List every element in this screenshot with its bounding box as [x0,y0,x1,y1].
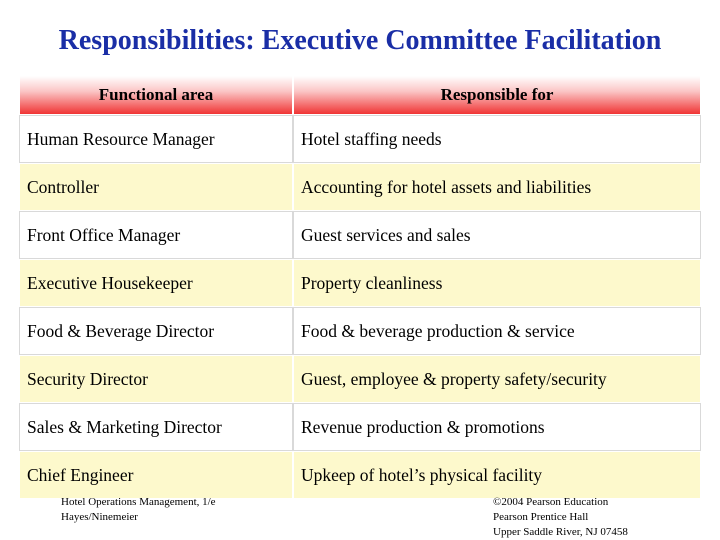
cell-responsible-for: Revenue production & promotions [293,403,701,451]
footer-authors: Hayes/Ninemeier [61,511,138,523]
cell-responsible-for: Food & beverage production & service [293,307,701,355]
cell-functional-area: Front Office Manager [19,211,293,259]
responsibilities-table [19,75,701,499]
cell-responsible-for: Upkeep of hotel’s physical facility [293,451,701,499]
column-header-functional-area: Functional area [19,75,293,115]
footer-copyright: ©2004 Pearson Education [493,496,609,508]
cell-responsible-for: Guest services and sales [293,211,701,259]
cell-functional-area: Executive Housekeeper [19,259,293,307]
cell-functional-area: Human Resource Manager [19,115,293,163]
footer-address: Upper Saddle River, NJ 07458 [493,526,628,538]
cell-functional-area: Chief Engineer [19,451,293,499]
cell-responsible-for: Guest, employee & property safety/security [293,355,701,403]
cell-responsible-for: Property cleanliness [293,259,701,307]
footer-publisher-info [493,495,628,540]
cell-functional-area: Food & Beverage Director [19,307,293,355]
cell-functional-area: Security Director [19,355,293,403]
cell-responsible-for: Accounting for hotel assets and liabilities [293,163,701,211]
footer-book-info [61,495,216,525]
cell-responsible-for: Hotel staffing needs [293,115,701,163]
column-header-responsible-for: Responsible for [293,75,701,115]
cell-functional-area: Sales & Marketing Director [19,403,293,451]
cell-functional-area: Controller [19,163,293,211]
slide-title: Responsibilities: Executive Committee Facilitation [58,25,662,56]
footer-publisher: Pearson Prentice Hall [493,511,589,523]
footer-book-title: Hotel Operations Management, 1/e [61,496,216,508]
